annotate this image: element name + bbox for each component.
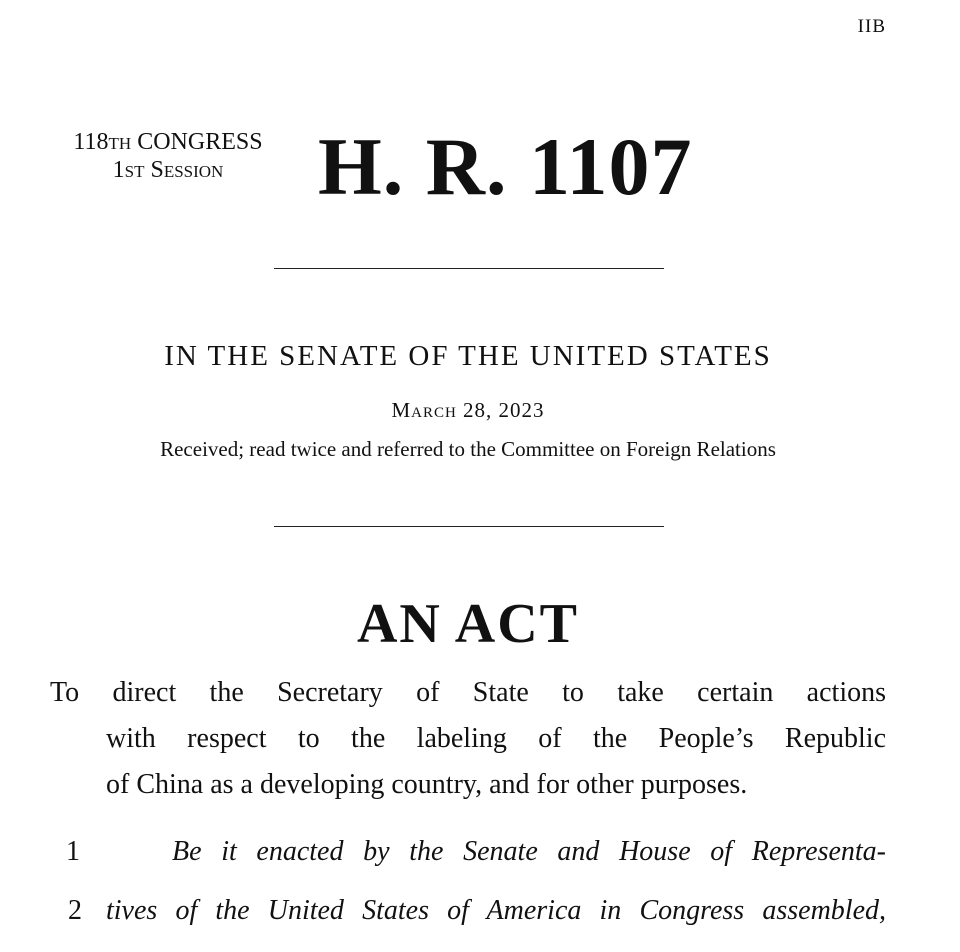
divider-rule-top bbox=[274, 268, 664, 269]
enacting-clause-line: tives of the United States of America in Congress assembled, bbox=[106, 895, 886, 926]
document-code: IIB bbox=[857, 16, 886, 37]
purpose-line: of China as a developing country, and for other purposes. bbox=[106, 769, 748, 800]
enacting-clause-line: Be it enacted by the Senate and House of Representa- bbox=[172, 836, 886, 867]
purpose-line: To direct the Secretary of State to take certain actions bbox=[50, 677, 886, 708]
session-label: 1st Session bbox=[112, 157, 224, 183]
congress-label: 118th CONGRESS bbox=[73, 129, 263, 155]
purpose-line: with respect to the labeling of the People’s Republic bbox=[106, 723, 886, 754]
received-date: March 28, 2023 bbox=[391, 398, 545, 422]
divider-rule-bottom bbox=[274, 526, 664, 527]
bill-number: H. R. 1107 bbox=[318, 121, 693, 212]
line-number: 2 bbox=[68, 895, 82, 926]
act-heading: AN ACT bbox=[356, 593, 580, 655]
line-number: 1 bbox=[66, 836, 80, 867]
congress-session-block bbox=[50, 128, 286, 184]
purpose-paragraph bbox=[50, 670, 886, 808]
referral-note: Received; read twice and referred to the Committee on Foreign Relations bbox=[160, 437, 776, 461]
chamber-heading: IN THE SENATE OF THE UNITED STATES bbox=[164, 340, 772, 372]
